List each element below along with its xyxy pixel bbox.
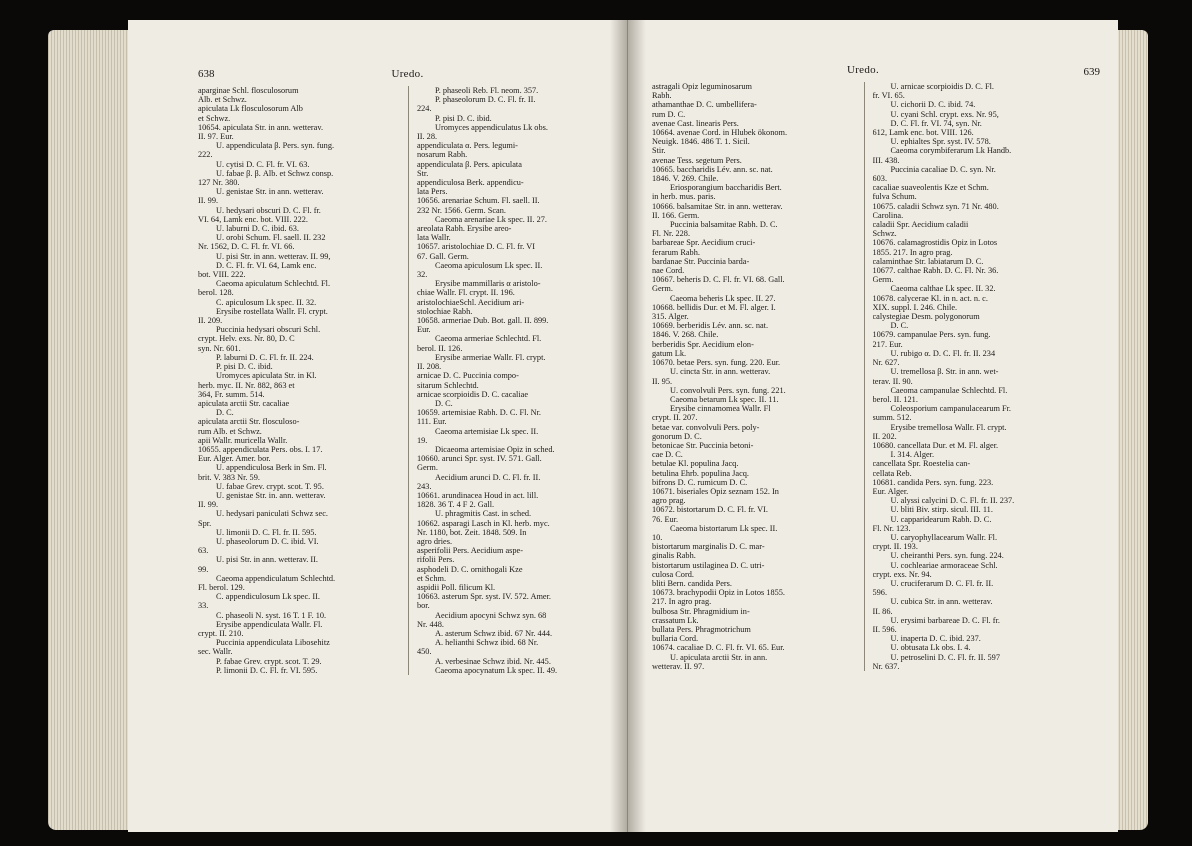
entry-line: 224.	[417, 104, 432, 114]
entry-line: 10663. asterum Spr. syst. IV. 572. Amer.	[417, 592, 551, 602]
entry-line: U. hedysari paniculati Schwz sec.	[216, 509, 328, 519]
entry-line: 10677. calthae Rabh. D. C. Fl. Nr. 36.	[872, 266, 999, 276]
entry-line: Fl. Nr. 228.	[652, 229, 691, 239]
entry-line: avenae Tess. segetum Pers.	[652, 155, 742, 165]
entry-line: Nr. 627.	[872, 358, 900, 368]
entry-line: 10674. cacaliae D. C. Fl. fr. VI. 65. Eur.	[652, 643, 785, 653]
entry-line: U. appendiculata β. Pers. syn. fung.	[216, 141, 335, 151]
entry-line: syn. Nr. 601.	[198, 343, 241, 353]
entry-line: Caeoma bistortarum Lk spec. II.	[670, 523, 778, 533]
entry-line: U. pisi Str. in ann. wetterav. II. 99,	[216, 251, 331, 261]
entry-line: Aecidium apocyni Schwz syn. 68	[435, 610, 547, 620]
entry-line: Nr. 448.	[417, 619, 444, 629]
entry-line: U. cubica Str. in ann. wetterav.	[890, 597, 993, 607]
entry-line: calaminthae Str. labiatarum D. C.	[872, 256, 984, 266]
entry-line: U. convolvuli Pers. syn. fung. 221.	[670, 385, 786, 395]
entry-line: P. phaseoli Reb. Fl. neom. 357.	[435, 86, 539, 95]
entry-line: U. cochleariae armoraceae Schl.	[890, 560, 998, 570]
entry-line: Neuigk. 1846. 486 T. 1. Sicil.	[652, 137, 750, 147]
entry-line: I. 314. Alger.	[890, 450, 935, 460]
entry-line: Nr. 637.	[872, 661, 900, 671]
entry-line: II. 99.	[198, 196, 219, 206]
left-page	[128, 20, 628, 832]
entry-line: bifrons D. C. rumicum D. C.	[652, 477, 748, 487]
entry-line: D. C.	[890, 321, 909, 331]
left-page-column-1	[198, 86, 398, 675]
entry-line: U. capparidearum Rabh. D. C.	[890, 514, 992, 524]
entry-line: II. 596.	[872, 624, 897, 634]
entry-line: 315. Alger.	[652, 312, 689, 322]
entry-line: 217. Eur.	[872, 339, 903, 349]
entry-line: terav. II. 90.	[872, 376, 913, 386]
entry-line: U. alyssi calycini D. C. Fl. fr. II. 237.	[890, 496, 1015, 506]
entry-line: C. appendiculosum Lk spec. II.	[216, 592, 320, 602]
entry-line: VI. 64, Lamk enc. bot. VIII. 222.	[198, 214, 308, 224]
entry-line: U. cyani Schl. crypt. exs. Nr. 95,	[890, 109, 999, 119]
entry-line: Fl. berol. 129.	[198, 582, 245, 592]
entry-line: Caeoma apiculosum Lk spec. II.	[435, 260, 543, 270]
entry-line: Caeoma apocynatum Lk spec. II. 49.	[435, 665, 558, 675]
entry-line: 10666. balsamitae Str. in ann. wetterav.	[652, 201, 783, 211]
entry-line: aparginae Schl. flosculosorum	[198, 86, 299, 95]
entry-line: crassatum Lk.	[652, 615, 699, 625]
entry-line: U. genistae Str. in. ann. wetterav.	[216, 490, 326, 500]
entry-line: 1828. 36 T. 4 F 2. Gall.	[417, 500, 495, 510]
right-page-header	[652, 64, 1100, 82]
entry-line: cae D. C.	[652, 450, 683, 460]
entry-line: D. C.	[216, 408, 234, 418]
entry-line: wetterav. II. 97.	[652, 661, 705, 671]
entry-line: crypt. exs. Nr. 94.	[872, 569, 932, 579]
entry-line: Germ.	[872, 275, 894, 285]
entry-line: Eur.	[417, 325, 431, 335]
entry-line: betulae Kl. populina Jacq.	[652, 459, 739, 469]
entry-line: 76. Eur.	[652, 514, 679, 524]
entry-line: P. pisi D. C. ibid.	[435, 113, 492, 123]
entry-line: D. C. Fl. fr. VI. 74, syn. Nr.	[890, 118, 982, 128]
right-page-column-1	[652, 82, 854, 671]
entry-line: II. 99.	[198, 500, 219, 510]
entry-line: U. caryophyllacearum Wallr. Fl.	[890, 532, 998, 542]
entry-line: A. asterum Schwz ibid. 67 Nr. 444.	[435, 628, 553, 638]
entry-line: stolochiae Rabh.	[417, 306, 473, 316]
entry-line: astragali Opiz leguminosarum	[652, 82, 752, 91]
entry-line: Eriosporangium baccharidis Bert.	[670, 183, 782, 193]
entry-line: crypt. Helv. exs. Nr. 80, D. C	[198, 334, 295, 344]
entry-line: Str.	[417, 168, 429, 178]
entry-line: appendiculosa Berk. appendicu-	[417, 178, 524, 188]
entry-line: betulina Ehrb. populina Jacq.	[652, 468, 750, 478]
entry-line: Nr. 1562, D. C. Fl. fr. VI. 66.	[198, 242, 295, 252]
entry-line: II. 208.	[417, 362, 442, 372]
entry-line: U. phragmitis Cast. in sched.	[435, 509, 532, 519]
entry-line: Puccinia hedysari obscuri Schl.	[216, 325, 321, 335]
entry-line: arnicae D. C. Puccinia compo-	[417, 371, 519, 381]
entry-line: lata Pers.	[417, 187, 448, 197]
entry-line: Eur. Alger. Amer. bor.	[198, 454, 271, 464]
entry-line: U. tremellosa β. Str. in ann. wet-	[890, 367, 999, 377]
entry-line: Caeoma artemisiae Lk spec. II.	[435, 426, 539, 436]
entry-line: 10659. artemisiae Rabh. D. C. Fl. Nr.	[417, 408, 541, 418]
entry-line: 10657. aristolochiae D. C. Fl. fr. VI	[417, 242, 536, 252]
entry-line: brit. V. 383 Nr. 59.	[198, 472, 260, 482]
entry-line: 111. Eur.	[417, 417, 447, 427]
entry-line: P. limonii D. C. Fl. fr. VI. 595.	[216, 665, 318, 675]
entry-line: Caeoma betarum Lk spec. II. 11.	[670, 394, 779, 404]
entry-line: Erysibe rostellata Wallr. Fl. crypt.	[216, 306, 328, 316]
entry-line: berberidis Spr. Aecidium elon-	[652, 339, 754, 349]
entry-line: 450.	[417, 647, 432, 657]
entry-line: U. obtusata Lk obs. I. 4.	[890, 643, 971, 653]
entry-line: appendiculata β. Pers. apiculata	[417, 159, 522, 169]
entry-line: Caeoma corymbiferarum Lk Handb.	[890, 146, 1012, 156]
entry-line: 10679. campanulae Pers. syn. fung.	[872, 330, 991, 340]
entry-line: Erysibe cinnamomea Wallr. Fl	[670, 404, 771, 414]
entry-line: 10665. baccharidis Lév. ann. sc. nat.	[652, 164, 773, 174]
entry-line: II. 209.	[198, 316, 223, 326]
entry-line: Dicaeoma artemisiae Opiz in sched.	[435, 444, 555, 454]
entry-line: II. 97. Eur.	[198, 132, 234, 142]
entry-line: aristolochiaeSchl. Aecidium ari-	[417, 297, 525, 307]
entry-line: rifolii Pers.	[417, 555, 455, 565]
entry-line: arnicae scorpioidis D. C. cacaliae	[417, 389, 529, 399]
entry-line: bulbosa Str. Phragmidium in-	[652, 606, 750, 616]
entry-line: Fl. Nr. 123.	[872, 523, 911, 533]
entry-line: Aecidium arunci D. C. Fl. fr. II.	[435, 472, 541, 482]
entry-line: U. orobi Schum. Fl. saell. II. 232	[216, 233, 326, 243]
entry-line: nae Cord.	[652, 266, 685, 276]
entry-line: 10673. brachypodii Opiz in Lotos 1855.	[652, 588, 785, 598]
entry-line: gatum Lk.	[652, 348, 687, 358]
entry-line: U. genistae Str. in ann. wetterav.	[216, 187, 324, 197]
entry-line: apiculata Lk flosculosorum Alb	[198, 104, 303, 114]
entry-line: chiae Wallr. Fl. crypt. II. 196.	[417, 288, 515, 298]
entry-line: cacaliae suaveolentis Kze et Schm.	[872, 183, 989, 193]
entry-line: 32.	[417, 270, 428, 280]
entry-line: 10654. apiculata Str. in ann. wetterav.	[198, 122, 324, 132]
entry-line: U. phaseolorum D. C. ibid. VI.	[216, 536, 319, 546]
entry-line: 222.	[198, 150, 213, 160]
entry-line: 1855. 217. In agro prag.	[872, 247, 953, 257]
entry-line: II. 28.	[417, 132, 438, 142]
entry-line: Eur. Alger.	[872, 486, 909, 496]
entry-line: U. rubigo α. D. C. Fl. fr. II. 234	[890, 348, 996, 358]
entry-line: 127 Nr. 380.	[198, 178, 240, 188]
entry-line: bardanae Str. Puccinia barda-	[652, 256, 750, 266]
entry-line: 1846. V. 268. Chile.	[652, 330, 719, 340]
entry-line: Caeoma apiculatum Schlechtd. Fl.	[216, 279, 331, 289]
entry-line: Erysibe tremellosa Wallr. Fl. crypt.	[890, 422, 1007, 432]
entry-line: bor.	[417, 601, 430, 611]
entry-line: gonorum D. C.	[652, 431, 702, 441]
open-book	[48, 20, 1148, 832]
entry-line: 10668. bellidis Dur. et M. Fl. alger. I.	[652, 302, 776, 312]
entry-line: appendiculata α. Pers. legumi-	[417, 141, 518, 151]
entry-line: Carolina.	[872, 210, 904, 220]
entry-line: 10671. biseriales Opiz seznam 152. In	[652, 486, 779, 496]
entry-line: 603.	[872, 174, 888, 184]
entry-line: 10660. arunci Spr. syst. IV. 571. Gall.	[417, 454, 542, 464]
entry-line: 10670. betae Pers. syn. fung. 220. Eur.	[652, 358, 781, 368]
entry-line: 10667. beheris D. C. Fl. fr. VI. 68. Gall.	[652, 275, 785, 285]
entry-line: Coleosporium campanulacearum Fr.	[890, 404, 1012, 414]
entry-line: cellata Reb.	[872, 468, 912, 478]
entry-line: crypt. II. 207.	[652, 413, 698, 423]
entry-line: 19.	[417, 435, 428, 445]
entry-line: Puccinia cacaliae D. C. syn. Nr.	[890, 164, 996, 174]
entry-line: fr. VI. 65.	[872, 91, 905, 101]
entry-line: Spr.	[198, 518, 212, 528]
entry-line: D. C. Fl. fr. VI. 64, Lamk enc.	[216, 260, 317, 270]
entry-line: agro dries.	[417, 536, 453, 546]
entry-line: II. 202.	[872, 431, 897, 441]
right-page-number: 639	[1083, 66, 1100, 78]
entry-line: U. limonii D. C. Fl. fr. II. 595.	[216, 527, 317, 537]
entry-line: 612, Lamk enc. bot. VIII. 126.	[872, 128, 974, 138]
right-page-column-2	[864, 82, 1075, 671]
entry-line: U. cheiranthi Pers. syn. fung. 224.	[890, 551, 1004, 561]
entry-line: berol. II. 126.	[417, 343, 463, 353]
entry-line: U. laburni D. C. ibid. 63.	[216, 224, 299, 234]
left-page-column-2	[408, 86, 617, 675]
entry-line: P. fabae Grev. crypt. scot. T. 29.	[216, 656, 322, 666]
entry-line: Germ.	[652, 284, 673, 294]
entry-line: culosa Cord.	[652, 569, 694, 579]
entry-line: U. apiculata arctii Str. in ann.	[670, 652, 768, 662]
entry-line: nosarum Rabh.	[417, 150, 468, 160]
entry-line: ginalis Rabh.	[652, 551, 696, 561]
entry-line: P. laburni D. C. Fl. fr. II. 224.	[216, 352, 314, 362]
entry-line: Erysibe armeriae Wallr. Fl. crypt.	[435, 352, 546, 362]
entry-line: 217. In agro prag.	[652, 597, 712, 607]
entry-line: Rabh.	[652, 91, 672, 101]
entry-line: 10669. berberidis Lév. ann. sc. nat.	[652, 321, 769, 331]
entry-line: betae var. convolvuli Pers. poly-	[652, 422, 760, 432]
entry-line: C. apiculosum Lk spec. II. 32.	[216, 297, 317, 307]
entry-line: lata Wallr.	[417, 233, 451, 243]
entry-line: II. 86.	[872, 606, 893, 616]
entry-line: U. cichorii D. C. ibid. 74.	[890, 100, 976, 110]
entry-line: 67. Gall. Germ.	[417, 251, 469, 261]
entry-line: D. C.	[435, 398, 453, 408]
entry-line: 10658. armeriae Dub. Bot. gall. II. 899.	[417, 316, 549, 326]
entry-line: Nr. 1180, bot. Zeit. 1848. 509. In	[417, 527, 527, 537]
entry-line: barbareae Spr. Aecidium cruci-	[652, 238, 756, 248]
entry-line: rum Alb. et Schwz.	[198, 426, 262, 436]
entry-line: U. erysimi barbareae D. C. Fl. fr.	[890, 615, 1000, 625]
entry-line: Stir.	[652, 146, 666, 156]
entry-line: berol. 128.	[198, 288, 234, 298]
entry-line: Uromyces appendiculatus Lk obs.	[435, 122, 548, 132]
entry-line: calystegiae Desm. polygonorum	[872, 312, 980, 322]
entry-line: Erysibe mammillaris α aristolo-	[435, 279, 541, 289]
entry-line: Caeoma arenariae Lk spec. II. 27.	[435, 214, 547, 224]
entry-line: bistortarum marginalis D. C. mar-	[652, 542, 765, 552]
entry-line: fulva Schum.	[872, 192, 917, 202]
entry-line: areolata Rabh. Erysibe areo-	[417, 224, 512, 234]
entry-line: P. phaseolorum D. C. Fl. fr. II.	[435, 95, 536, 105]
entry-line: apii Wallr. muricella Wallr.	[198, 435, 288, 445]
entry-line: U. fabae Grev. crypt. scot. T. 95.	[216, 481, 324, 491]
entry-line: Caeoma calthae Lk spec. II. 32.	[890, 284, 996, 294]
entry-line: 10676. calamagrostidis Opiz in Lotos	[872, 238, 998, 248]
entry-line: bliti Bern. candida Pers.	[652, 578, 732, 588]
entry-line: berol. II. 121.	[872, 394, 918, 404]
left-page-number: 638	[198, 68, 215, 80]
entry-line: A. helianthi Schwz ibid. 68 Nr.	[435, 638, 539, 648]
entry-line: ferarum Rabh.	[652, 247, 700, 257]
entry-line: agro prag.	[652, 496, 686, 506]
entry-line: rum D. C.	[652, 109, 686, 119]
right-running-head: Uredo.	[846, 64, 880, 76]
entry-line: 596.	[872, 588, 888, 598]
entry-line: cancellata Spr. Roestelia can-	[872, 459, 971, 469]
entry-line: 10672. bistortarum D. C. Fl. fr. VI.	[652, 505, 769, 515]
entry-line: II. 166. Germ.	[652, 210, 700, 220]
left-page-header	[198, 68, 617, 86]
entry-line: U. inaperta D. C. ibid. 237.	[890, 634, 981, 644]
entry-line: 10680. cancellata Dur. et M. Fl. alger.	[872, 440, 999, 450]
entry-line: et Schwz.	[198, 113, 231, 123]
entry-line: 10675. caladii Schwz syn. 71 Nr. 480.	[872, 201, 999, 211]
entry-line: asperifolii Pers. Aecidium aspe-	[417, 546, 523, 556]
right-page	[628, 20, 1118, 832]
entry-line: U. cincta Str. in ann. wetterav.	[670, 367, 771, 377]
entry-line: apiculata arctii Str. cacaliae	[198, 398, 290, 408]
entry-line: III. 438.	[872, 155, 900, 165]
entry-line: 10661. arundinacea Houd in act. lill.	[417, 490, 539, 500]
entry-line: 10.	[652, 532, 663, 542]
entry-line: Uromyces apiculata Str. in Kl.	[216, 371, 317, 381]
entry-line: C. phaseoli N. syst. 16 T. 1 F. 10.	[216, 610, 327, 620]
entry-line: U. fabae β. β. Alb. et Schwz consp.	[216, 168, 334, 178]
entry-line: II. 95.	[652, 376, 673, 386]
entry-line: Alb. et Schwz.	[198, 95, 247, 105]
entry-line: 10655. appendiculata Pers. obs. I. 17.	[198, 444, 323, 454]
entry-line: in herb. mus. paris.	[652, 192, 716, 202]
entry-line: U. appendiculosa Berk in Sm. Fl.	[216, 463, 327, 473]
entry-line: bullata Pers. Phragmotrichum	[652, 624, 751, 634]
entry-line: 10662. asparagi Lasch in Kl. herb. myc.	[417, 518, 550, 528]
entry-line: caladii Spr. Aecidium caladii	[872, 220, 969, 230]
entry-line: U. bliti Biv. stirp. sicul. III. 11.	[890, 505, 993, 515]
entry-line: 99.	[198, 564, 209, 574]
entry-line: U. pisi Str. in ann. wetterav. II.	[216, 555, 319, 565]
entry-line: 243.	[417, 481, 432, 491]
entry-line: bullaria Cord.	[652, 634, 699, 644]
entry-line: 10678. calyceraе Kl. in n. act. n. c.	[872, 293, 988, 303]
entry-line: 10681. candida Pers. syn. fung. 223.	[872, 477, 994, 487]
entry-line: bot. VIII. 222.	[198, 270, 246, 280]
entry-line: herb. myc. II. Nr. 882, 863 et	[198, 380, 295, 390]
entry-line: U. arnicae scorpioidis D. C. Fl.	[890, 82, 994, 91]
entry-line: 1846. V. 269. Chile.	[652, 174, 719, 184]
entry-line: betonicae Str. Puccinia betoni-	[652, 440, 754, 450]
entry-line: summ. 512.	[872, 413, 912, 423]
entry-line: apiculata arctii Str. flosculoso-	[198, 417, 300, 427]
entry-line: sitarum Schlechtd.	[417, 380, 479, 390]
entry-line: avenae Cast. linearis Pers.	[652, 118, 739, 128]
entry-line: Schwz.	[872, 229, 897, 239]
entry-line: Caeoma appendiculatum Schlechtd.	[216, 573, 336, 583]
entry-line: Caeoma beheris Lk spec. II. 27.	[670, 293, 776, 303]
entry-line: sec. Wallr.	[198, 647, 233, 657]
entry-line: 10656. arenariae Schum. Fl. saell. II.	[417, 196, 540, 206]
entry-line: Puccinia appendiculata Libosehitz	[216, 638, 330, 648]
entry-line: U. hedysari obscuri D. C. Fl. fr.	[216, 205, 321, 215]
left-running-head: Uredo.	[391, 68, 424, 80]
entry-line: U. ephialtes Spr. syst. IV. 578.	[890, 137, 991, 147]
entry-line: 232 Nr. 1566. Germ. Scan.	[417, 205, 506, 215]
entry-line: et Schm.	[417, 573, 447, 583]
entry-line: asphodeli D. C. ornithogali Kze	[417, 564, 523, 574]
entry-line: athamanthae D. C. umbellifera-	[652, 100, 757, 110]
entry-line: Caeoma armeriae Schlechtd. Fl.	[435, 334, 542, 344]
entry-line: 63.	[198, 546, 209, 556]
entry-line: 364, Fr. summ. 514.	[198, 389, 265, 399]
entry-line: XIX. suppl. I. 246. Chile.	[872, 302, 958, 312]
entry-line: bistortarum ustilaginea D. C. utri-	[652, 560, 765, 570]
entry-line: Erysibe appendiculata Wallr. Fl.	[216, 619, 323, 629]
entry-line: U. cytisi D. C. Fl. fr. VI. 63.	[216, 159, 310, 169]
entry-line: aspidii Poll. filicum Kl.	[417, 582, 496, 592]
entry-line: U. petroselini D. C. Fl. fr. II. 597	[890, 652, 1000, 662]
entry-line: crypt. II. 193.	[872, 542, 918, 552]
entry-line: crypt. II. 210.	[198, 628, 244, 638]
entry-line: Caeoma campanulae Schlechtd. Fl.	[890, 385, 1008, 395]
entry-line: Germ.	[417, 463, 438, 473]
entry-line: 10664. avenae Cord. in Hlubek ökonom.	[652, 128, 788, 138]
entry-line: Puccinia balsamitae Rabh. D. C.	[670, 220, 778, 230]
entry-line: A. verbesinae Schwz ibid. Nr. 445.	[435, 656, 551, 666]
entry-line: 33.	[198, 601, 209, 611]
entry-line: U. cruciferarum D. C. Fl. fr. II.	[890, 578, 994, 588]
entry-line: P. pisi D. C. ibid.	[216, 362, 273, 372]
